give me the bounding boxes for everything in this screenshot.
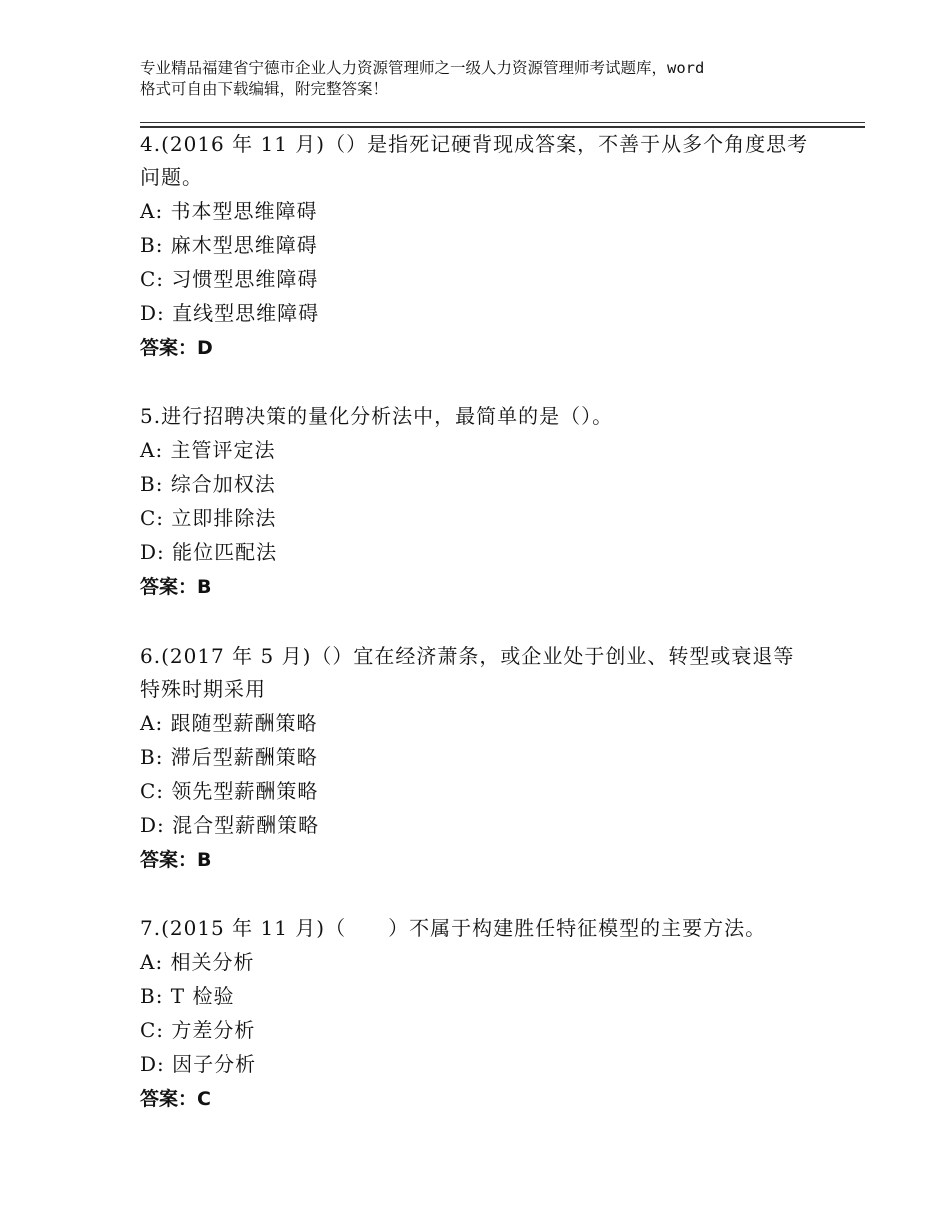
header-line-2: 格式可自由下载编辑，附完整答案！ <box>140 80 389 98</box>
question-stem-line-1: 7.(2015 年 11 月)（ ）不属于构建胜任特征模型的主要方法。 <box>140 916 767 940</box>
question-5 <box>140 400 820 605</box>
answer: 答案：C <box>140 1088 211 1110</box>
option-a: A: 书本型思维障碍 <box>140 199 318 223</box>
option-d: D: 能位匹配法 <box>140 540 278 564</box>
question-4 <box>140 128 820 366</box>
option-a: A: 相关分析 <box>140 950 255 974</box>
option-c: C: 方差分析 <box>140 1018 256 1042</box>
option-d: D: 直线型思维障碍 <box>140 301 320 325</box>
question-stem-line-2: 问题。 <box>140 165 203 189</box>
question-6 <box>140 640 820 878</box>
question-7 <box>140 912 820 1117</box>
option-a: A: 跟随型薪酬策略 <box>140 711 318 735</box>
question-stem-line-1: 4.(2016 年 11 月)（）是指死记硬背现成答案，不善于从多个角度思考 <box>140 132 809 156</box>
option-a: A: 主管评定法 <box>140 438 276 462</box>
option-b: B: 综合加权法 <box>140 472 276 496</box>
question-stem-line-2: 特殊时期采用 <box>140 677 266 701</box>
option-b: B: 滞后型薪酬策略 <box>140 745 318 769</box>
option-c: C: 领先型薪酬策略 <box>140 779 319 803</box>
option-d: D: 因子分析 <box>140 1052 257 1076</box>
answer: 答案：D <box>140 337 213 359</box>
option-d: D: 混合型薪酬策略 <box>140 813 320 837</box>
question-stem-line-1: 6.(2017 年 5 月)（）宜在经济萧条，或企业处于创业、转型或衰退等 <box>140 644 795 668</box>
header-line-1: 专业精品福建省宁德市企业人力资源管理师之一级人力资源管理师考试题库，word <box>140 59 705 77</box>
question-stem-line-1: 5.进行招聘决策的量化分析法中，最简单的是（）。 <box>140 404 614 428</box>
option-b: B: 麻木型思维障碍 <box>140 233 318 257</box>
answer: 答案：B <box>140 576 212 598</box>
header-divider-thin <box>140 122 865 123</box>
option-b: B: T 检验 <box>140 984 235 1008</box>
document-header <box>140 58 840 100</box>
option-c: C: 习惯型思维障碍 <box>140 267 319 291</box>
answer: 答案：B <box>140 849 212 871</box>
option-c: C: 立即排除法 <box>140 506 277 530</box>
